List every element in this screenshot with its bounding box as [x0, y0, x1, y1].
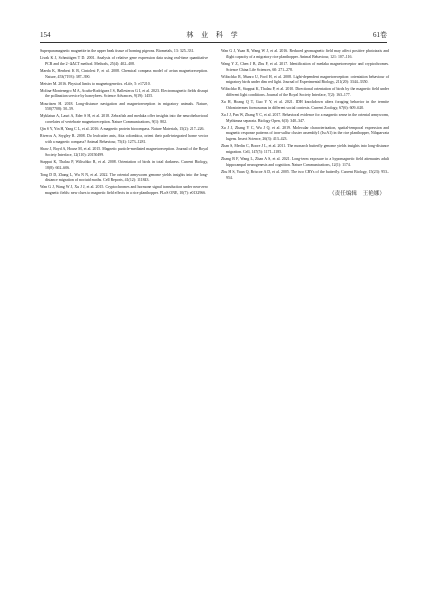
reference-item: Wang Y Z, Chen J B, Zhu F, et al. 2017. Identification of medaka magnetoreceptor and cryptochromes. Science China Life Sciences, 60: 271–278. [221, 61, 389, 72]
reference-item: Wan G J, Yuan R, Wang W J, et al. 2016. Reduced geomagnetic field may affect positive phototaxis and flight capacity of a migratory rice planthopper. Animal Behaviour, 121: 107–116. [221, 49, 389, 59]
reference-item: Riveros A, Srygley R. 2008. Do leafcutter ants, Atta colombica, orient their path-integrated home vector with a magnetic compass? Animal Behaviour, 75(4): 1273–1281. [40, 134, 208, 144]
reference-item: Myklatun A, Lauri A, Eder S H, et al. 2018. Zebrafish and medaka offer insights into the neurobehavioral correlates of vertebrate magnetoreception. Nature Communications, 9(1): 802. [40, 114, 208, 125]
reference-item: Wiltschko R, Munro U, Ford H, et al. 2008. Light-dependent magnetoreception: orientation behaviour of migratory birds under dim red light. Journal of Experimental Biology, 211(20): 3344–3350. [221, 74, 389, 85]
reference-item: Shaw J, Boyd A, House M, et al. 2015. Magnetic particle-mediated magnetoreception. Journal of the Royal Society Interface, 12(110): 20150499. [40, 147, 208, 157]
reference-item: Maeda K, Henbest K B, Cintolesi F, et al. 2008. Chemical compass model of avian magnetoreception. Nature, 453(7193): 387–390. [40, 68, 208, 79]
reference-item: Zhan S, Merlin C, Boore J L, et al. 2011. The monarch butterfly genome yields insights into long-distance migration. Cell, 147(5): 1171–1185. [221, 144, 389, 154]
reference-item: Wiltschko R, Stapput K, Thalau P, et al. 2010. Directional orientation of birds by the magnetic field under different light conditions. Journal of the Royal Society Interface, 7(2): 163–177. [221, 87, 389, 98]
reference-item: Xu J J, Zhang Y C, Wu J Q, et al. 2019. Molecular characterization, spatial-temporal expression and magnetic response patterns of iron-sulfur cluster assembly1 (IscA1) in the rice planthopper, Nilaparvata lugens. Insect Science, 26(3): 413–423. [221, 125, 389, 142]
reference-item: Mouritsen H. 2018. Long-distance navigation and magnetoreception in migratory animals. Nature, 558(7708): 50–59. [40, 101, 208, 112]
reference-item: Zhang B F, Wang L, Zhan A S, et al. 2021. Long-term exposure to a hypomagnetic field attenuates adult hippocampal neurogenesis and cognition. Nature Communications, 12(1): 1174. [221, 157, 389, 167]
volume-label: 61卷 [373, 31, 387, 39]
running-header [40, 30, 387, 43]
reference-item: Meister M. 2016. Physical limits to magnetogenetics. eLife, 5: e17210. [40, 81, 151, 86]
reference-item: Tong D D, Zhang L, Wu N N, et al. 2022. The oriental armyworm genome yields insights into the long-distance migration of noctuid moths. Cell Reports, 41(12): 111843. [40, 172, 208, 183]
references-left-column [40, 49, 208, 198]
reference-item: Wan G J, Wang W J, Xu J J, et al. 2015. Cryptochromes and hormone signal transduction under near-zero magnetic fields: new clues to magnetic field effects in a rice planthopper. PLoS ONE, 10(7): e0132966. [40, 185, 208, 196]
reference-item: Superparamagnetic magnetite in the upper beak tissue of homing pigeons. Biometals, 13: 325–331. [40, 49, 195, 53]
reference-item: Xu J J, Pan W, Zhang Y C, et al. 2017. Behavioral evidence for a magnetic sense in the oriental armyworm, Mythimna separata. Biology Open, 6(3): 340–347. [221, 112, 389, 123]
journal-title: 林 业 科 学 [186, 31, 241, 39]
reference-item: Xu H, Hoang Q T, Guo Y Y, et al. 2021. IDH knockdown alters foraging behavior in the termite Odontotermes formosanus in different social contexts. Current Zoology, 67(6): 609–620. [221, 100, 389, 110]
editor-note: （责任编辑 王艳娜） [329, 191, 385, 198]
page-number: 154 [40, 31, 51, 39]
reference-item: Zhu H S, Yuan Q, Briscoe A D, et al. 2005. The two CRYs of the butterfly. Current Biology, 15(23): 953–954. [221, 169, 389, 180]
reference-item: Molina-Montenegro M A, Acuña-Rodríguez I S, Ballesteros G I, et al. 2023. Electromagnetic fields disrupt the pollination service by honeybees. Science Advances, 9(19): 1455. [40, 88, 208, 99]
reference-item: Qin S Y, Yin H, Yang C L, et al. 2016. A magnetic protein biocompass. Nature Materials, 15(2): 217–226. [40, 127, 205, 132]
reference-item: Stapput K, Thalau P, Wiltschko R, et al. 2008. Orientation of birds in total darkness. Current Biology, 18(8): 602–606. [40, 159, 208, 170]
references-right-column [221, 49, 389, 198]
reference-item: Livak K J, Schmittgen T D. 2001. Analysis of relative gene expression data using real-time quantitative PCR and the 2−ΔΔCT method. Methods, 25(4): 402–408. [40, 56, 208, 66]
